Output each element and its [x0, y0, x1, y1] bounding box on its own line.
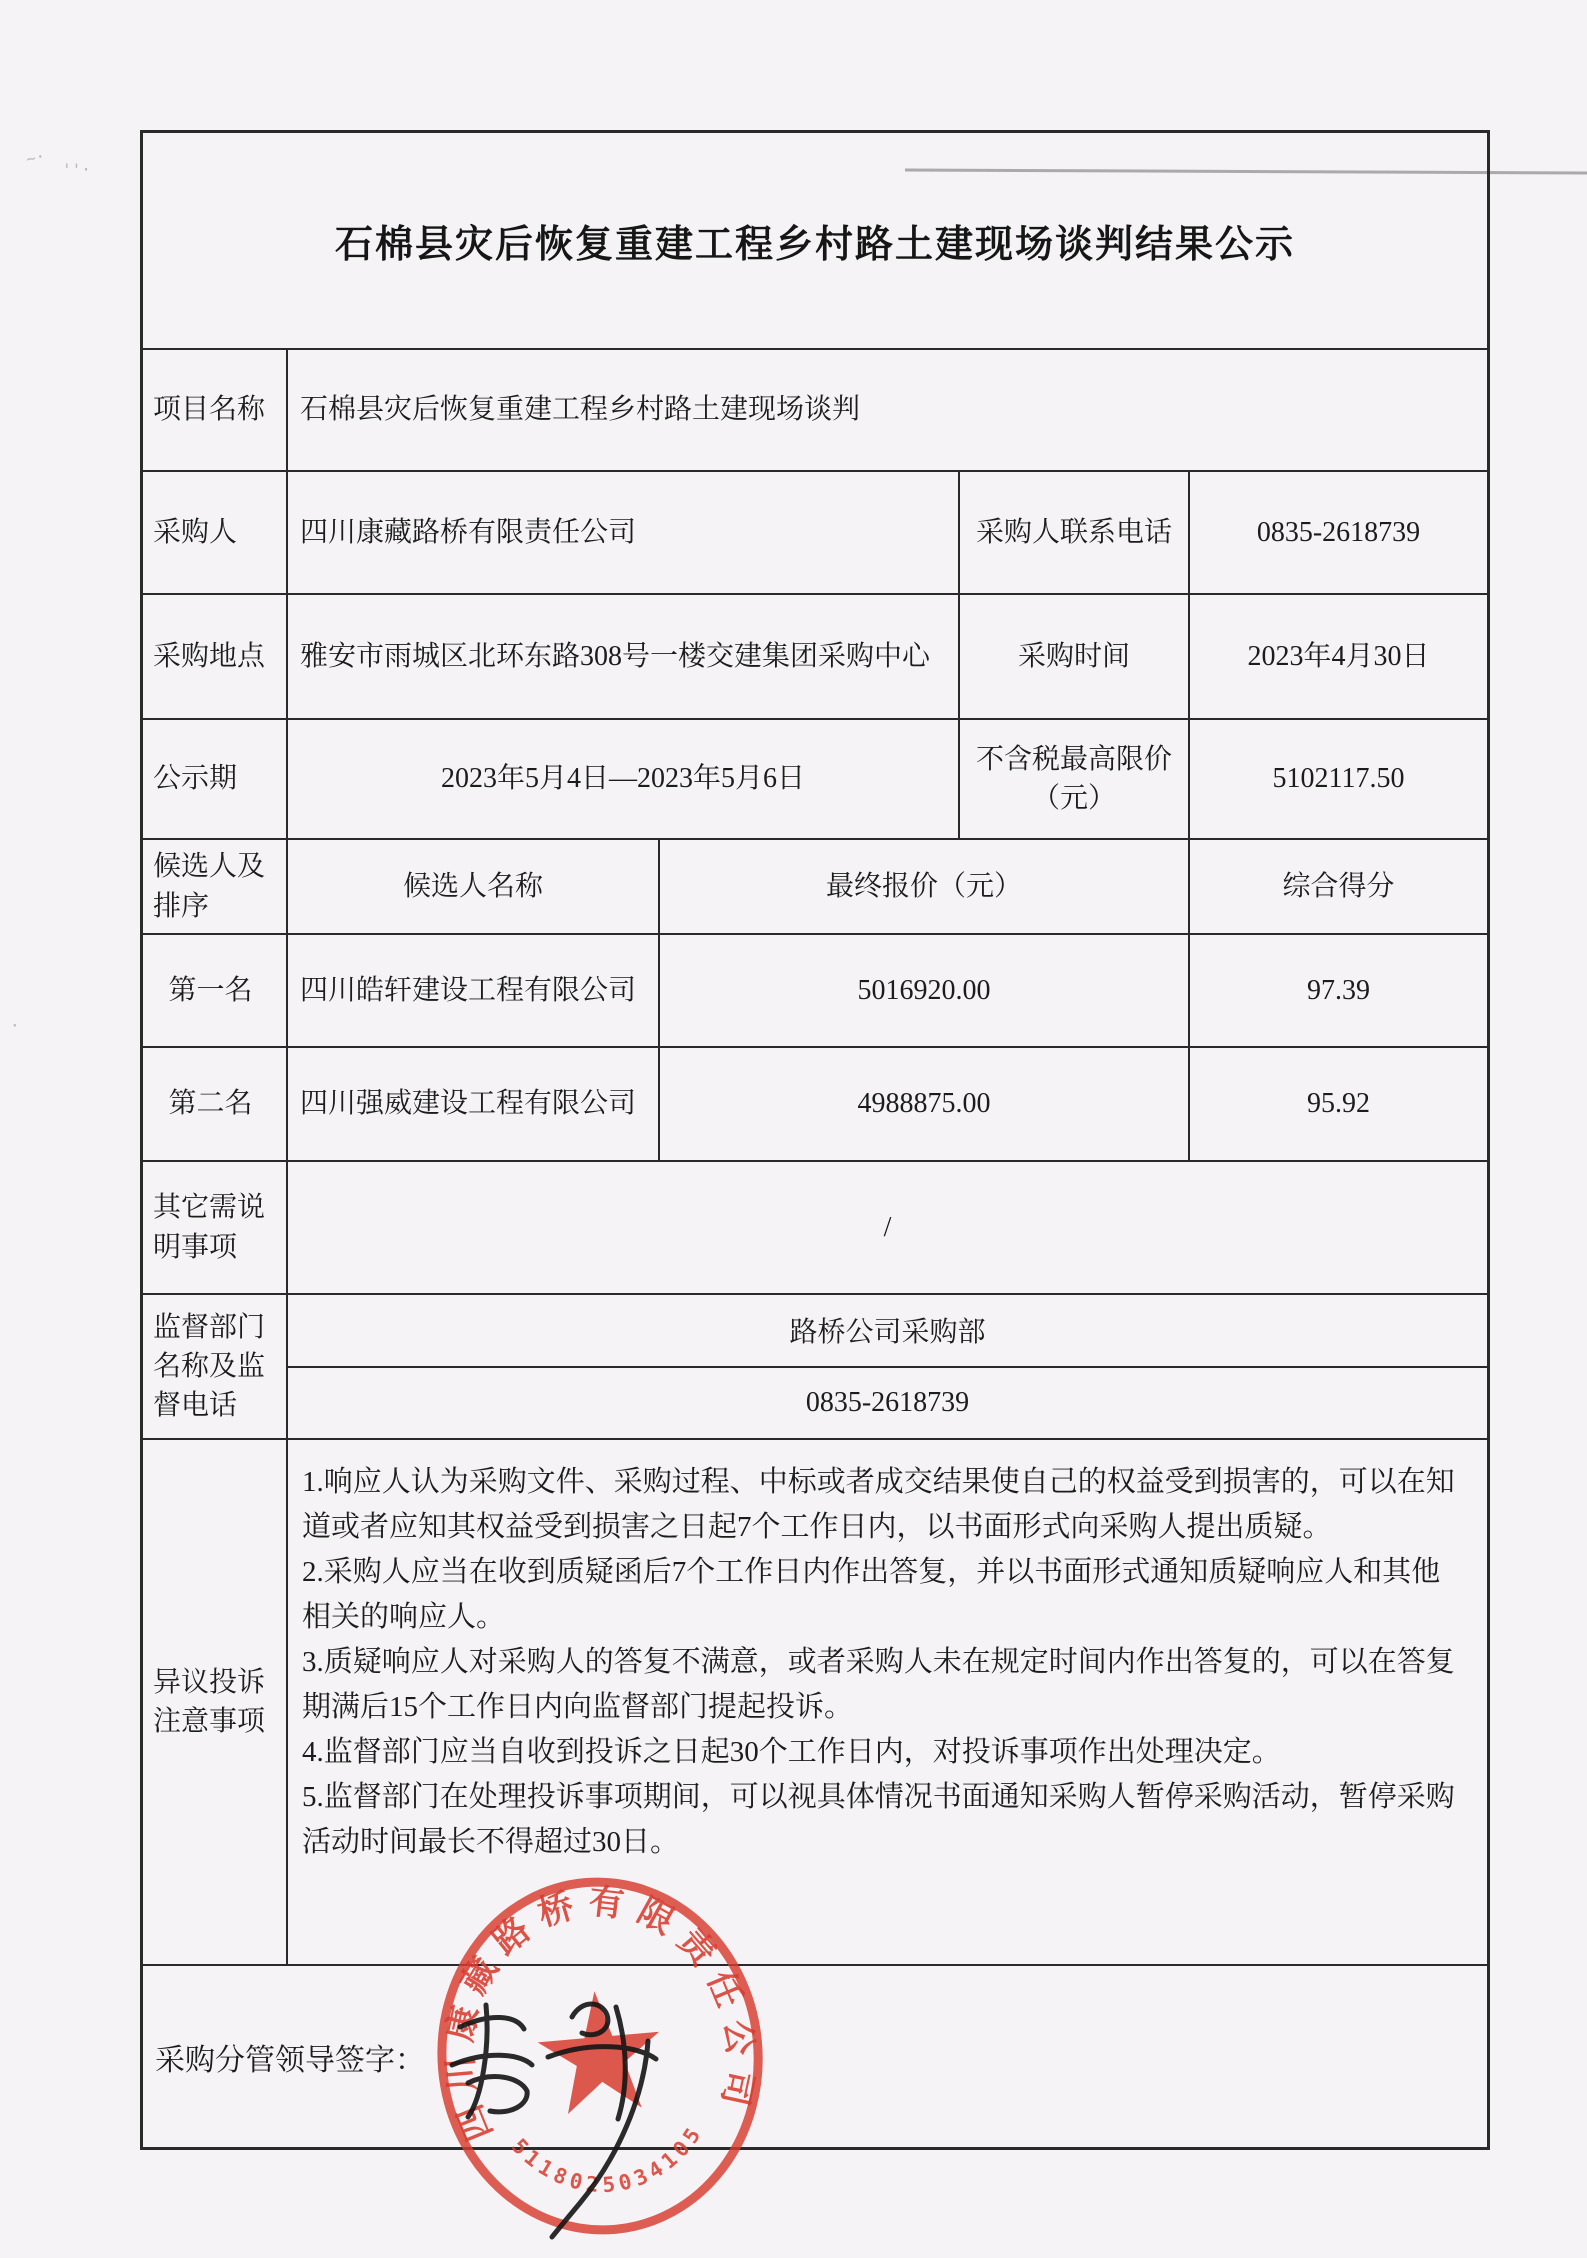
title-row — [143, 133, 1487, 348]
candidate-row-1 — [143, 933, 1487, 1046]
supervision-dept: 路桥公司采购部 — [789, 1317, 986, 1349]
other-notes-value: / — [286, 1162, 1487, 1293]
purchaser-label: 采购人 — [153, 516, 238, 548]
supervision-phone: 0835-2618739 — [288, 1366, 1487, 1439]
signature-row — [143, 1964, 1487, 2147]
scan-dust-mark: ''· — [62, 160, 91, 179]
location-row — [143, 593, 1487, 718]
candidate-1-score: 97.39 — [1188, 935, 1487, 1046]
supervision-row — [143, 1293, 1487, 1438]
notice-item-4: 4.监督部门应当自收到投诉之日起30个工作日内，对投诉事项作出处理决定。 — [302, 1736, 1281, 1768]
notice-item-2: 2.采购人应当在收到质疑函后7个工作日内作出答复，并以书面形式通知质疑响应人和其他相关的响应人。 — [302, 1556, 1441, 1633]
project-name-row — [143, 348, 1487, 470]
candidate-name-header: 候选人名称 — [286, 840, 658, 933]
seal-serial-number: 5118025034105 — [507, 2119, 709, 2198]
publicity-period-label: 公示期 — [153, 763, 238, 795]
final-price-header: 最终报价（元） — [658, 840, 1188, 933]
purchaser-row — [143, 470, 1487, 593]
other-notes-row — [143, 1160, 1487, 1293]
purchaser-phone-value: 0835-2618739 — [1188, 472, 1487, 593]
project-name-label: 项目名称 — [153, 394, 266, 426]
location-value: 雅安市雨城区北环东路308号一楼交建集团采购中心 — [286, 595, 958, 718]
candidate-1-price: 5016920.00 — [658, 935, 1188, 1046]
announcement-table — [140, 130, 1490, 2150]
candidate-2-name: 四川强威建设工程有限公司 — [286, 1048, 658, 1160]
notice-item-3: 3.质疑响应人对采购人的答复不满意，或者采购人未在规定时间内作出答复的，可以在答复期满后15个工作日内向监督部门提起投诉。 — [302, 1646, 1455, 1723]
location-label: 采购地点 — [153, 640, 266, 672]
notice-item-1: 1.响应人认为采购文件、采购过程、中标或者成交结果使自己的权益受到损害的，可以在知道或者应知其权益受到损害之日起7个工作日内，以书面形式向采购人提出质疑。 — [302, 1466, 1455, 1543]
candidate-1-name: 四川皓轩建设工程有限公司 — [286, 935, 658, 1046]
dispute-notice-row — [143, 1438, 1487, 1964]
dispute-notice-label: 异议投诉注意事项 — [153, 1666, 266, 1737]
supervision-values — [286, 1295, 1487, 1438]
candidate-2-score: 95.92 — [1188, 1048, 1487, 1160]
handwritten-signature — [430, 1985, 700, 2245]
candidate-2-rank: 第二名 — [168, 1088, 253, 1120]
candidate-2-price: 4988875.00 — [658, 1048, 1188, 1160]
page-title: 石棉县灾后恢复重建工程乡村路土建现场谈判结果公示 — [334, 224, 1295, 266]
max-price-label: 不含税最高限价（元） — [958, 720, 1188, 838]
candidates-rank-label: 候选人及排序 — [153, 851, 266, 922]
other-notes-label: 其它需说明事项 — [153, 1192, 266, 1263]
notice-item-5: 5.监督部门在处理投诉事项期间，可以视具体情况书面通知采购人暂停采购活动，暂停采购活动时间最长不得超过30日。 — [302, 1781, 1455, 1858]
project-name-value: 石棉县灾后恢复重建工程乡村路土建现场谈判 — [286, 350, 1487, 470]
max-price-value: 5102117.50 — [1188, 720, 1487, 838]
candidate-1-rank: 第一名 — [168, 974, 253, 1006]
publicity-period-value: 2023年5月4日—2023年5月6日 — [286, 720, 958, 838]
supervision-label: 监督部门名称及监督电话 — [153, 1311, 266, 1422]
purchase-time-label: 采购时间 — [958, 595, 1188, 718]
publicity-period-row — [143, 718, 1487, 838]
purchaser-phone-label: 采购人联系电话 — [958, 472, 1188, 593]
purchaser-value: 四川康藏路桥有限责任公司 — [286, 472, 958, 593]
signature-label: 采购分管领导签字： — [155, 2043, 425, 2077]
scan-dust-mark: ~· — [24, 146, 48, 169]
scan-dust-mark: · — [10, 1016, 20, 1035]
candidates-header-row — [143, 838, 1487, 933]
candidate-row-2 — [143, 1046, 1487, 1160]
score-header: 综合得分 — [1188, 840, 1487, 933]
seal-company-name: 四川康藏路桥有限责任公司 — [439, 1881, 761, 2147]
purchase-time-value: 2023年4月30日 — [1188, 595, 1487, 718]
